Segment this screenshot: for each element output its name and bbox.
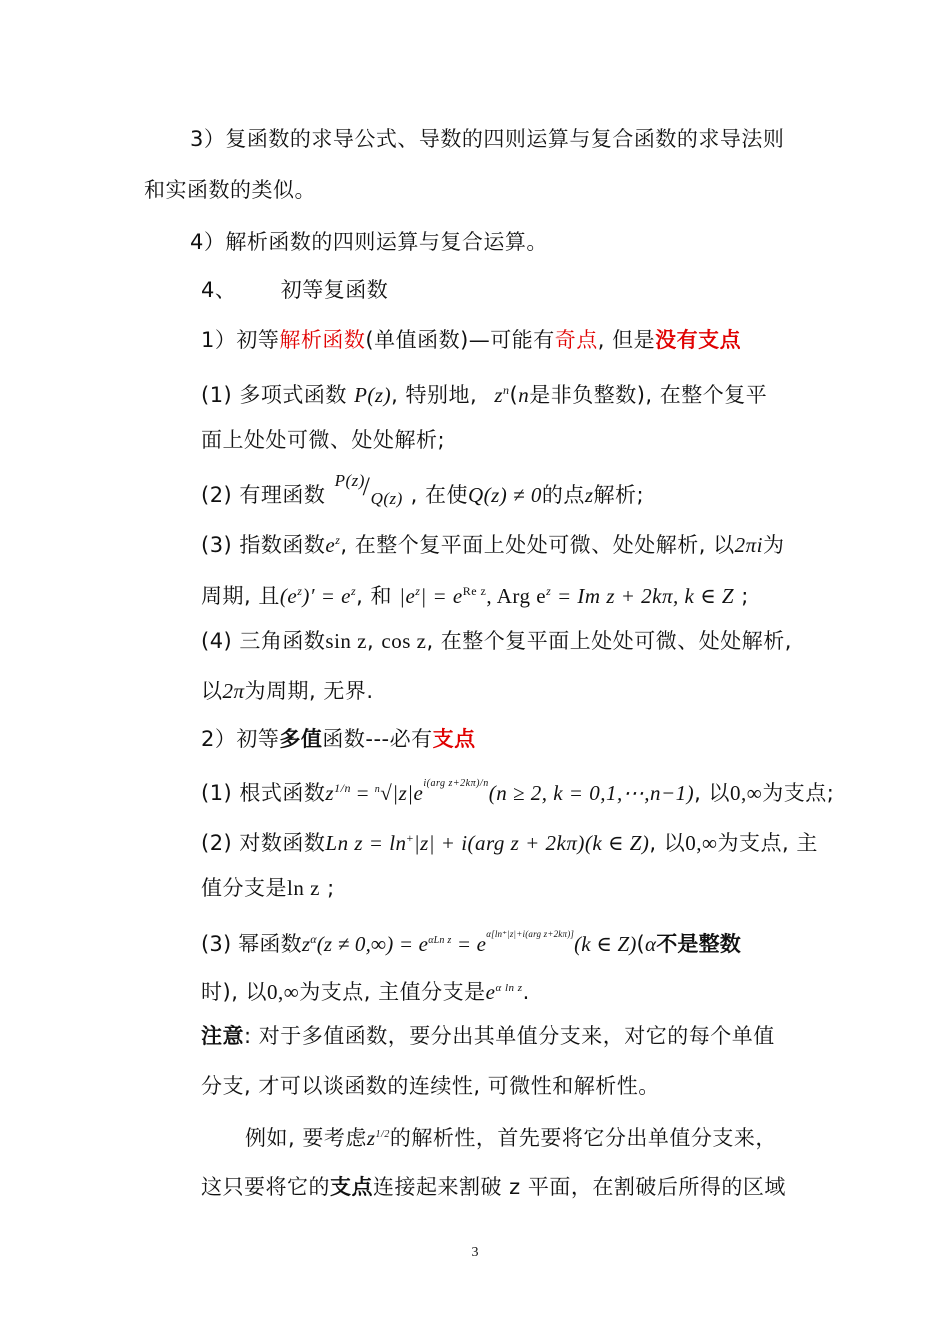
math-numerator: P(z)	[334, 471, 365, 490]
text-segment: , 但是	[597, 328, 656, 352]
math-exponent: αLn z	[428, 935, 452, 946]
subsection-2-title	[201, 724, 476, 754]
math-exponent: 1/2	[375, 1129, 390, 1140]
item-log-function	[201, 823, 818, 858]
text-segment: (3) 指数函数	[201, 533, 326, 557]
math-exponent: i(arg z+2kπ)/n	[423, 778, 489, 789]
page-number: 3	[471, 1245, 479, 1260]
highlight-branch-point: 支点	[330, 1175, 373, 1199]
math-exponent: z	[297, 584, 303, 598]
paragraph-line-3: 4）解析函数的四则运算与复合运算。	[190, 230, 548, 254]
exponential-properties	[201, 576, 749, 611]
math-log-formula: Ln z = ln	[325, 831, 407, 855]
text-segment: , 在整个复平面上处处可微、处处解析, 以	[340, 533, 735, 557]
math-exponent: z	[350, 584, 357, 598]
section-heading-4	[201, 275, 388, 305]
fraction-slash: /	[362, 472, 371, 501]
example-paragraph	[245, 1123, 777, 1158]
text-segment: , 在使	[410, 483, 468, 507]
paragraph-line-20: 分支, 才可以谈函数的连续性, 可微性和解析性。	[201, 1074, 660, 1098]
math-z: z	[494, 383, 504, 407]
math-points: 0,∞	[685, 831, 718, 855]
math-z: z	[325, 781, 335, 805]
text-segment: ,	[367, 629, 375, 653]
text-segment: 的点	[541, 483, 585, 507]
text-segment: 时), 以	[201, 980, 268, 1004]
heading-number: 4、	[201, 278, 237, 302]
item-exponential	[201, 525, 784, 560]
text-segment: (单值函数)—可能有	[365, 328, 555, 352]
highlight-branch-point: 支点	[432, 727, 476, 751]
math-exponent: z	[546, 584, 552, 598]
math-points: 0,∞	[267, 980, 300, 1004]
item-root-function	[201, 775, 834, 811]
text-segment: , 以	[649, 831, 686, 855]
math-condition: (n ≥ 2, k = 0,1,⋯,n−1)	[488, 781, 695, 805]
math-exponent: α[ln⁺|z|+i(arg z+2kπ)]	[486, 929, 575, 939]
math-root-index: n	[374, 784, 381, 795]
math-exponent: α ln z	[495, 982, 523, 994]
math-derivative: (e	[279, 584, 298, 608]
highlight-not-integer: 不是整数	[656, 932, 741, 956]
math-sin: sin z	[325, 629, 367, 653]
paragraph-line-16	[201, 873, 335, 903]
paragraph-line-7: 面上处处可微、处处解析;	[201, 428, 446, 452]
text-segment: (1) 多项式函数	[201, 383, 347, 407]
text-segment: 连接起来割破 z 平面，在割破后所得的区域	[373, 1175, 786, 1199]
math-n: n	[518, 383, 530, 407]
math-exponent: α	[310, 932, 317, 946]
text-segment: 为周期, 无界.	[244, 679, 374, 703]
math-condition: Q(z) ≠ 0	[467, 483, 542, 507]
text-segment: (	[636, 932, 645, 956]
highlight-singularity: 奇点	[554, 328, 598, 352]
text-segment: (	[509, 383, 519, 407]
math-e: e	[325, 533, 336, 557]
highlight-multivalued: 多值	[279, 727, 323, 751]
text-segment: , 在整个复平面上处处可微、处处解析,	[426, 629, 792, 653]
math-exponent: 1/n	[334, 781, 351, 795]
text-segment: 例如, 要考虑	[245, 1126, 367, 1150]
heading-text: 初等复函数	[280, 278, 389, 302]
math-e: e	[413, 781, 424, 805]
note-paragraph	[201, 1021, 775, 1051]
math-z: z	[366, 1126, 376, 1150]
math-denominator: Q(z)	[370, 489, 403, 508]
text-segment: (1) 根式函数	[201, 781, 326, 805]
text-segment: (2) 有理函数	[201, 483, 326, 507]
text-segment: , 特别地,	[391, 383, 478, 407]
text-segment: 为支点;	[762, 781, 835, 805]
math-derivative: )′ = e	[302, 584, 351, 608]
math-exponent: Re z	[462, 584, 487, 598]
paragraph-line-18	[201, 973, 530, 1007]
text-segment: ;	[734, 584, 749, 608]
item-rational	[201, 472, 644, 510]
text-segment: 这只要将它的	[201, 1175, 330, 1199]
math-fraction	[333, 471, 411, 508]
math-root: √|z|	[380, 781, 414, 805]
math-arg-formula: = Im z + 2kπ, k ∈ Z	[551, 584, 735, 608]
text-segment: (4) 三角函数	[201, 629, 326, 653]
text-segment: 的解析性，首先要将它分出单值分支来，	[389, 1126, 777, 1150]
text-segment: 为支点, 主值分支是	[299, 980, 486, 1004]
math-modulus: | = e	[420, 584, 463, 608]
math-equals: =	[350, 781, 375, 805]
math-superscript-plus: +	[406, 831, 414, 845]
note-label: 注意	[201, 1024, 244, 1048]
math-ln: ln z	[287, 876, 320, 900]
math-exponent: n	[503, 383, 510, 397]
highlight-no-branch-point: 没有支点	[655, 328, 742, 352]
math-arg: , Arg e	[486, 584, 547, 608]
math-cos: cos z	[381, 629, 427, 653]
text-segment: 是非负整数), 在整个复平	[529, 383, 768, 407]
text-segment: , 以	[694, 781, 730, 805]
text-segment: 解析;	[593, 483, 645, 507]
highlight-analytic-functions: 解析函数	[279, 328, 366, 352]
text-segment: .	[522, 980, 530, 1004]
text-segment: 周期, 且	[201, 584, 280, 608]
text-segment: , 和	[356, 584, 392, 608]
math-z: z	[584, 483, 594, 507]
item-polynomial	[201, 375, 767, 410]
item-power-function	[201, 924, 741, 959]
math-points: 0,∞	[730, 781, 763, 805]
text-segment: 2）初等	[201, 727, 280, 751]
paragraph-line-22	[201, 1172, 786, 1202]
text-segment: 函数---必有	[322, 727, 433, 751]
math-k-condition: (k ∈ Z)	[574, 932, 637, 956]
math-condition: (z ≠ 0,∞) = e	[316, 932, 429, 956]
math-exponent: z	[415, 584, 421, 598]
paragraph-line-2: 和实函数的类似。	[144, 178, 316, 202]
math-exponent: z	[335, 533, 341, 547]
math-z: z	[301, 932, 311, 956]
text-segment: (3) 幂函数	[201, 932, 302, 956]
text-segment: 为	[762, 533, 785, 557]
subsection-1-title	[201, 325, 741, 355]
math-modulus: |e	[399, 584, 416, 608]
math-e: e	[485, 980, 496, 1004]
math-alpha: α	[644, 932, 657, 956]
math-log-formula: |z| + i(arg z + 2kπ)(k ∈ Z)	[413, 831, 650, 855]
math-period: 2π	[222, 679, 245, 703]
text-segment: 值分支是	[201, 876, 287, 900]
paragraph-line-12	[201, 676, 374, 706]
item-trigonometric	[201, 626, 792, 656]
text-segment: : 对于多值函数，要分出其单值分支来，对它的每个单值	[244, 1024, 775, 1048]
text-segment: 以	[201, 679, 223, 703]
text-segment: ;	[319, 876, 335, 900]
text-segment: 1）初等	[201, 328, 280, 352]
math-polynomial: P(z)	[354, 383, 392, 407]
math-equals: = e	[451, 932, 487, 956]
paragraph-line-1: 3）复函数的求导公式、导数的四则运算与复合函数的求导法则	[190, 127, 785, 151]
text-segment: (2) 对数函数	[201, 831, 326, 855]
text-segment: 为支点, 主	[717, 831, 818, 855]
math-period: 2πi	[734, 533, 763, 557]
